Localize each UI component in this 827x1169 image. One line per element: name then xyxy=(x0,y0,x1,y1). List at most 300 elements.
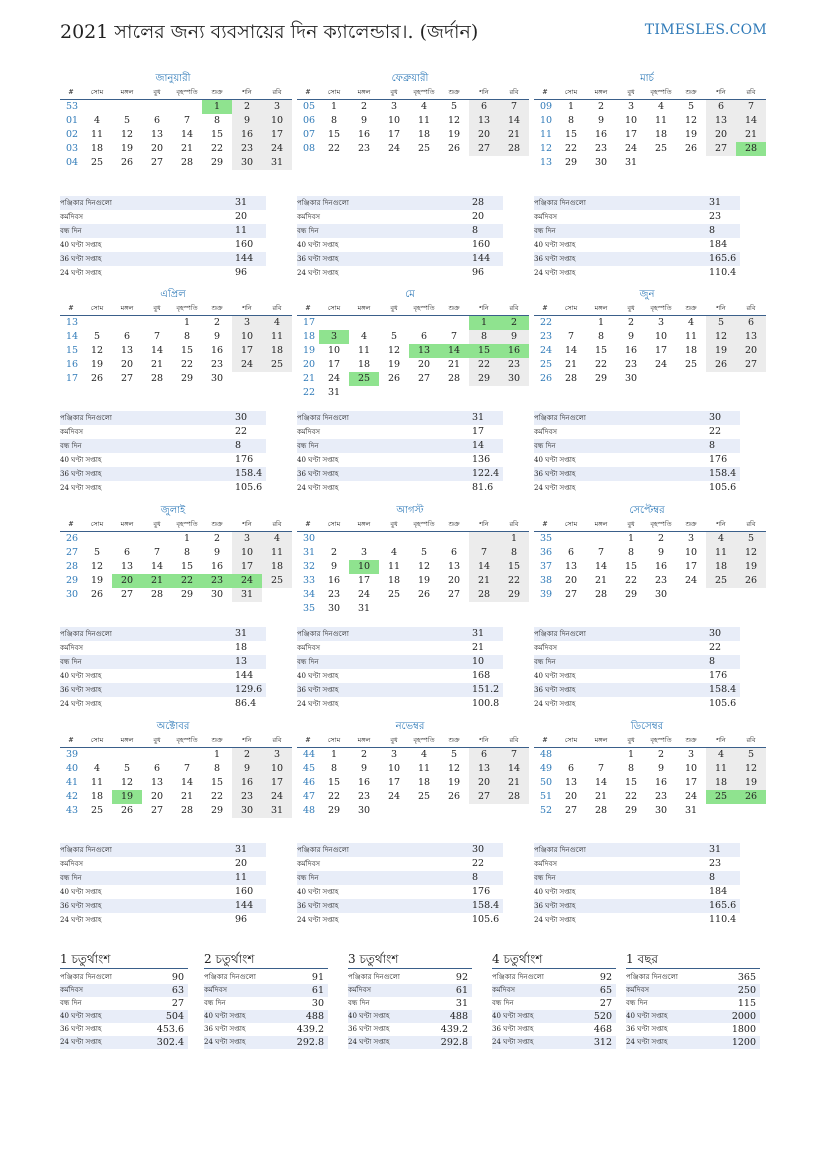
day-cell: 16 xyxy=(357,777,371,788)
day-cell: 24 xyxy=(654,359,668,370)
stat-row xyxy=(297,669,503,683)
day-cell: 7 xyxy=(597,763,605,774)
stat-value: 122.4 xyxy=(472,468,500,479)
stat-label: পঞ্জিকার দিনগুলো xyxy=(297,630,349,638)
month-stats-table xyxy=(60,411,266,495)
month-calendar xyxy=(534,504,760,602)
day-cell: 12 xyxy=(706,330,736,344)
stat-label: পঞ্জিকার দিনগুলো xyxy=(60,973,112,981)
week-number: 44 xyxy=(303,749,316,760)
day-cell: 13 xyxy=(564,777,578,788)
day-cell: 13 xyxy=(706,114,736,128)
day-cell: 4 xyxy=(706,532,736,546)
stat-row xyxy=(626,997,760,1010)
day-cell: 13 xyxy=(469,114,499,128)
month-calendar xyxy=(534,288,760,386)
stat-row xyxy=(60,481,266,495)
day-cell: 27 xyxy=(417,373,431,384)
stat-value: 302.4 xyxy=(156,1037,184,1048)
weekday-header: মঙ্গল xyxy=(349,734,379,748)
day-cell xyxy=(736,804,766,818)
day-cell: 8 xyxy=(213,763,221,774)
day-cell xyxy=(82,100,112,114)
stat-row xyxy=(297,641,503,655)
stat-value: 165.6 xyxy=(709,253,737,264)
day-cell: 28 xyxy=(150,589,164,600)
stat-value: 96 xyxy=(235,267,248,278)
stat-value: 165.6 xyxy=(709,900,737,911)
day-cell: 17 xyxy=(654,345,668,356)
day-cell: 31 xyxy=(232,588,262,602)
day-cell xyxy=(409,386,439,400)
day-cell: 14 xyxy=(439,344,469,358)
day-cell: 10 xyxy=(232,330,262,344)
day-cell: 12 xyxy=(447,115,461,126)
weekday-header: সোম xyxy=(319,86,349,100)
day-cell: 9 xyxy=(213,331,221,342)
day-cell: 4 xyxy=(93,115,101,126)
day-cell xyxy=(262,588,292,602)
stat-value: 27 xyxy=(599,998,612,1009)
stat-value: 158.4 xyxy=(709,468,737,479)
day-cell: 12 xyxy=(447,763,461,774)
day-cell xyxy=(736,372,766,386)
stat-value: 31 xyxy=(472,412,485,423)
stat-row xyxy=(204,1010,328,1023)
stat-row xyxy=(60,899,266,913)
day-cell: 31 xyxy=(262,804,292,818)
stat-label: কর্মদিবস xyxy=(626,986,649,994)
quarter-title: 4 চতুর্থাংশ xyxy=(492,951,616,969)
day-cell xyxy=(439,804,469,818)
stat-label: 36 ঘণ্টা সপ্তাহ xyxy=(348,1025,390,1033)
weekday-header: মঙ্গল xyxy=(586,518,616,532)
stat-label: 24 ঘণ্টা সপ্তাহ xyxy=(534,269,576,277)
day-cell: 4 xyxy=(657,101,665,112)
day-cell: 24 xyxy=(262,790,292,804)
weekday-header: বৃহস্পতি xyxy=(646,518,676,532)
stat-label: 24 ঘণ্টা সপ্তাহ xyxy=(60,1038,102,1046)
month-grid xyxy=(297,518,523,616)
day-cell: 22 xyxy=(564,143,578,154)
day-cell: 12 xyxy=(736,546,766,560)
day-cell: 2 xyxy=(360,101,368,112)
month-name: ডিসেম্বর xyxy=(630,721,664,732)
month-calendar xyxy=(60,504,286,602)
month-stats-table xyxy=(297,843,503,927)
day-cell: 20 xyxy=(736,344,766,358)
week-number: 26 xyxy=(540,373,553,384)
day-cell xyxy=(142,532,172,546)
day-cell: 27 xyxy=(469,790,499,804)
day-cell: 28 xyxy=(469,588,499,602)
site-link[interactable]: TIMESLES.COM xyxy=(644,22,767,38)
quarter-stats-table xyxy=(492,951,616,1049)
day-cell: 12 xyxy=(120,129,134,140)
stat-row xyxy=(60,857,266,871)
weekday-header: মঙ্গল xyxy=(349,86,379,100)
day-cell: 16 xyxy=(357,129,371,140)
day-cell: 27 xyxy=(706,142,736,156)
weekday-header: মঙ্গল xyxy=(112,734,142,748)
day-cell: 12 xyxy=(90,561,104,572)
stat-row xyxy=(60,627,266,641)
day-cell: 4 xyxy=(262,316,292,330)
week-number: 45 xyxy=(303,763,316,774)
stat-label: 24 ঘণ্টা সপ্তাহ xyxy=(297,484,339,492)
day-cell: 17 xyxy=(357,575,371,586)
stat-value: 168 xyxy=(472,670,491,681)
weekday-header: মঙ্গল xyxy=(349,302,379,316)
stat-value: 31 xyxy=(235,197,248,208)
stat-row xyxy=(297,467,503,481)
day-cell: 30 xyxy=(210,589,224,600)
weekday-header: বুধ xyxy=(616,302,646,316)
day-cell: 17 xyxy=(232,344,262,358)
day-cell: 30 xyxy=(654,805,668,816)
day-cell: 11 xyxy=(417,115,431,126)
day-cell: 30 xyxy=(499,372,529,386)
day-cell: 25 xyxy=(262,574,292,588)
day-cell: 23 xyxy=(327,589,341,600)
day-cell xyxy=(439,386,469,400)
day-cell xyxy=(82,748,112,762)
day-cell: 18 xyxy=(684,345,698,356)
week-number: 22 xyxy=(303,387,316,398)
week-number: 36 xyxy=(540,547,553,558)
month-grid xyxy=(60,518,286,602)
day-cell xyxy=(142,316,172,330)
stat-row xyxy=(60,683,266,697)
month-calendar xyxy=(297,288,523,400)
stat-label: 40 ঘণ্টা সপ্তাহ xyxy=(534,456,576,464)
day-cell: 7 xyxy=(597,547,605,558)
day-cell: 1 xyxy=(202,100,232,114)
stat-row xyxy=(60,467,266,481)
stat-label: বন্ধ দিন xyxy=(534,874,556,882)
stat-label: পঞ্জিকার দিনগুলো xyxy=(297,414,349,422)
day-cell: 25 xyxy=(90,157,104,168)
stat-row xyxy=(60,1023,188,1036)
day-cell: 21 xyxy=(736,128,766,142)
day-cell: 22 xyxy=(172,574,202,588)
day-cell: 8 xyxy=(627,763,635,774)
day-cell: 7 xyxy=(567,331,575,342)
stat-label: 24 ঘণ্টা সপ্তাহ xyxy=(297,916,339,924)
month-stats-table xyxy=(534,196,740,280)
day-cell: 1 xyxy=(213,749,221,760)
day-cell: 24 xyxy=(387,791,401,802)
stat-row xyxy=(60,655,266,669)
day-cell: 5 xyxy=(736,748,766,762)
weekday-header: বুধ xyxy=(379,734,409,748)
day-cell: 30 xyxy=(327,603,341,614)
day-cell: 18 xyxy=(262,560,292,574)
stat-value: 14 xyxy=(472,440,485,451)
day-cell: 5 xyxy=(93,547,101,558)
stat-row xyxy=(60,238,266,252)
day-cell: 21 xyxy=(180,791,194,802)
stat-value: 31 xyxy=(709,844,722,855)
quarter-title: 1 বছর xyxy=(626,951,760,969)
day-cell: 30 xyxy=(232,156,262,170)
weekday-header: রবি xyxy=(736,302,766,316)
quarter-rows xyxy=(492,971,616,1049)
month-calendar xyxy=(297,720,523,818)
week-number: 02 xyxy=(66,129,79,140)
weekday-header: # xyxy=(534,302,556,316)
day-cell: 15 xyxy=(180,561,194,572)
month-calendar xyxy=(297,504,523,616)
weekday-header: রবি xyxy=(499,734,529,748)
day-cell: 18 xyxy=(706,560,736,574)
weekday-header: মঙ্গল xyxy=(349,518,379,532)
day-cell: 13 xyxy=(447,561,461,572)
weekday-header: শুক্র xyxy=(439,518,469,532)
day-cell xyxy=(556,316,586,330)
week-number: 48 xyxy=(540,749,553,760)
weekday-header: # xyxy=(60,86,82,100)
day-cell: 28 xyxy=(180,805,194,816)
day-cell: 15 xyxy=(180,345,194,356)
day-cell: 6 xyxy=(153,115,161,126)
stat-row xyxy=(297,913,503,927)
stat-value: 21 xyxy=(472,642,485,653)
stat-value: 31 xyxy=(709,197,722,208)
quarter-stats-table xyxy=(60,951,188,1049)
day-cell: 19 xyxy=(387,359,401,370)
stat-row xyxy=(297,238,503,252)
stat-label: পঞ্জিকার দিনগুলো xyxy=(204,973,256,981)
week-number: 08 xyxy=(303,143,316,154)
stat-value: 105.6 xyxy=(709,482,737,493)
week-number: 35 xyxy=(303,603,316,614)
week-number: 37 xyxy=(540,561,553,572)
weekday-header: শুক্র xyxy=(439,302,469,316)
day-cell: 31 xyxy=(262,156,292,170)
day-cell: 3 xyxy=(627,101,635,112)
weekday-header: রবি xyxy=(736,734,766,748)
day-cell: 3 xyxy=(319,330,349,344)
stat-value: 504 xyxy=(165,1011,184,1022)
week-number: 47 xyxy=(303,791,316,802)
day-cell xyxy=(556,748,586,762)
day-cell: 16 xyxy=(654,777,668,788)
stat-row xyxy=(204,1023,328,1036)
day-cell: 19 xyxy=(90,359,104,370)
stat-row xyxy=(60,669,266,683)
day-cell: 13 xyxy=(469,762,499,776)
stat-row xyxy=(297,252,503,266)
day-cell: 29 xyxy=(499,588,529,602)
day-cell: 20 xyxy=(150,791,164,802)
day-cell: 8 xyxy=(183,331,191,342)
stat-label: কর্মদিবস xyxy=(297,428,320,436)
week-number: 05 xyxy=(303,101,316,112)
day-cell: 7 xyxy=(153,547,161,558)
stat-label: 36 ঘণ্টা সপ্তাহ xyxy=(534,470,576,478)
day-cell: 25 xyxy=(417,143,431,154)
week-number: 11 xyxy=(540,129,553,140)
day-cell: 2 xyxy=(232,100,262,114)
day-cell: 3 xyxy=(687,533,695,544)
stat-label: 40 ঘণ্টা সপ্তাহ xyxy=(204,1012,246,1020)
week-number: 26 xyxy=(66,533,79,544)
stat-row xyxy=(204,984,328,997)
weekday-header: মঙ্গল xyxy=(112,86,142,100)
day-cell xyxy=(82,316,112,330)
quarter-rows xyxy=(348,971,472,1049)
stat-label: কর্মদিবস xyxy=(60,428,83,436)
day-cell: 27 xyxy=(120,373,134,384)
stat-value: 158.4 xyxy=(472,900,500,911)
day-cell: 22 xyxy=(594,359,608,370)
month-grid xyxy=(534,734,760,818)
week-number: 14 xyxy=(66,331,79,342)
stat-label: পঞ্জিকার দিনগুলো xyxy=(297,199,349,207)
stat-value: 8 xyxy=(709,440,716,451)
weekday-header: # xyxy=(534,86,556,100)
weekday-header: বুধ xyxy=(616,86,646,100)
stat-label: পঞ্জিকার দিনগুলো xyxy=(348,973,400,981)
weekday-header: মঙ্গল xyxy=(586,734,616,748)
stat-row xyxy=(60,984,188,997)
stat-label: 24 ঘণ্টা সপ্তাহ xyxy=(534,700,576,708)
weekday-header: মঙ্গল xyxy=(586,86,616,100)
day-cell: 24 xyxy=(232,574,262,588)
day-cell: 26 xyxy=(447,143,461,154)
stat-value: 8 xyxy=(709,872,716,883)
stat-value: 8 xyxy=(235,440,242,451)
week-number: 07 xyxy=(303,129,316,140)
stat-label: বন্ধ দিন xyxy=(492,999,514,1007)
day-cell: 23 xyxy=(210,359,224,370)
day-cell: 5 xyxy=(123,115,131,126)
day-cell: 29 xyxy=(594,373,608,384)
day-cell: 30 xyxy=(232,804,262,818)
quarter-stats-table xyxy=(626,951,760,1049)
stat-label: 36 ঘণ্টা সপ্তাহ xyxy=(204,1025,246,1033)
day-cell: 18 xyxy=(357,359,371,370)
stat-row xyxy=(534,857,740,871)
stat-value: 8 xyxy=(472,225,479,236)
stat-label: 40 ঘণ্টা সপ্তাহ xyxy=(534,241,576,249)
stat-label: 24 ঘণ্টা সপ্তাহ xyxy=(534,484,576,492)
stat-row xyxy=(534,266,740,280)
day-cell xyxy=(706,372,736,386)
stat-label: 36 ঘণ্টা সপ্তাহ xyxy=(60,902,102,910)
weekday-header: শনি xyxy=(232,302,262,316)
weekday-header: শনি xyxy=(469,302,499,316)
stat-label: 40 ঘণ্টা সপ্তাহ xyxy=(534,888,576,896)
day-cell: 10 xyxy=(262,114,292,128)
day-cell xyxy=(469,804,499,818)
day-cell: 2 xyxy=(597,101,605,112)
weekday-header: সোম xyxy=(319,518,349,532)
weekday-header: সোম xyxy=(556,302,586,316)
stat-label: কর্মদিবস xyxy=(534,644,557,652)
weekday-header: # xyxy=(297,734,319,748)
month-calendar xyxy=(60,720,286,818)
day-cell: 27 xyxy=(469,142,499,156)
weekday-header: বৃহস্পতি xyxy=(172,302,202,316)
stat-label: কর্মদিবস xyxy=(60,986,83,994)
day-cell: 5 xyxy=(390,331,398,342)
stat-value: 22 xyxy=(709,426,722,437)
stat-row xyxy=(492,1010,616,1023)
day-cell: 23 xyxy=(357,143,371,154)
stat-label: কর্মদিবস xyxy=(534,860,557,868)
day-cell: 26 xyxy=(706,358,736,372)
stat-row xyxy=(297,871,503,885)
stat-row xyxy=(60,425,266,439)
day-cell xyxy=(439,316,469,330)
stat-label: 36 ঘণ্টা সপ্তাহ xyxy=(297,902,339,910)
stat-value: 1800 xyxy=(731,1024,756,1035)
stat-row xyxy=(297,196,503,210)
stat-value: 23 xyxy=(709,211,722,222)
stat-row xyxy=(492,971,616,984)
day-cell: 19 xyxy=(417,575,431,586)
day-cell: 13 xyxy=(564,561,578,572)
weekday-header: # xyxy=(297,302,319,316)
month-name: আগস্ট xyxy=(396,505,424,516)
weekday-header: # xyxy=(60,302,82,316)
day-cell: 17 xyxy=(262,128,292,142)
day-cell: 28 xyxy=(564,373,578,384)
stat-label: 40 ঘণ্টা সপ্তাহ xyxy=(534,672,576,680)
day-cell: 14 xyxy=(180,777,194,788)
week-number: 53 xyxy=(66,101,79,112)
stat-value: 365 xyxy=(737,972,756,983)
day-cell: 14 xyxy=(499,114,529,128)
month-calendar xyxy=(534,72,760,170)
day-cell: 6 xyxy=(123,331,131,342)
stat-value: 11 xyxy=(235,225,248,236)
month-calendar xyxy=(297,72,523,156)
weekday-header: সোম xyxy=(556,86,586,100)
day-cell: 26 xyxy=(736,574,766,588)
stat-label: 40 ঘণ্টা সপ্তাহ xyxy=(297,888,339,896)
day-cell: 8 xyxy=(627,547,635,558)
day-cell: 28 xyxy=(150,373,164,384)
day-cell xyxy=(409,804,439,818)
stat-label: 24 ঘণ্টা সপ্তাহ xyxy=(297,700,339,708)
month-calendar xyxy=(60,72,286,170)
day-cell: 9 xyxy=(213,547,221,558)
stat-value: 144 xyxy=(235,900,254,911)
stat-row xyxy=(297,655,503,669)
month-stats-table xyxy=(60,627,266,711)
day-cell: 22 xyxy=(499,574,529,588)
weekday-header: শনি xyxy=(469,734,499,748)
stat-row xyxy=(60,266,266,280)
stat-label: পঞ্জিকার দিনগুলো xyxy=(534,846,586,854)
day-cell: 16 xyxy=(499,344,529,358)
day-cell: 3 xyxy=(390,749,398,760)
week-number: 30 xyxy=(66,589,79,600)
day-cell: 2 xyxy=(213,317,221,328)
week-number: 41 xyxy=(66,777,79,788)
weekday-header: বৃহস্পতি xyxy=(646,302,676,316)
day-cell: 25 xyxy=(262,358,292,372)
stat-value: 151.2 xyxy=(472,684,500,695)
day-cell: 24 xyxy=(684,575,698,586)
day-cell xyxy=(646,372,676,386)
stat-row xyxy=(626,1023,760,1036)
day-cell: 11 xyxy=(262,330,292,344)
day-cell: 14 xyxy=(150,345,164,356)
